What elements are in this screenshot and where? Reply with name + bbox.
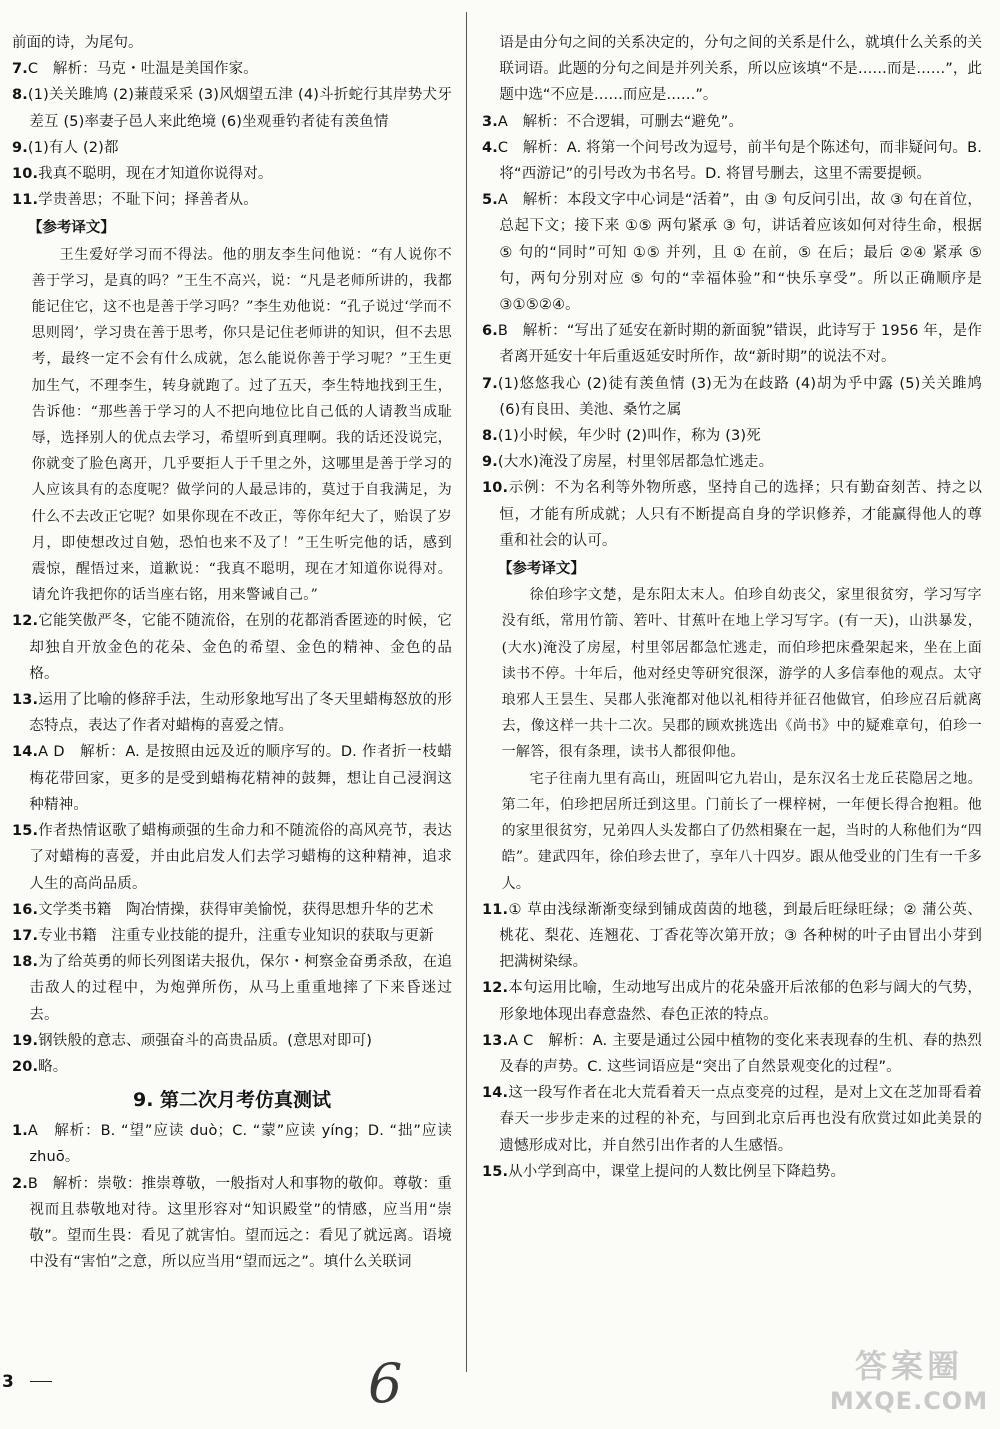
answer-number: 19. <box>12 1032 39 1049</box>
answer-number: 4. <box>482 139 498 156</box>
section-answer-3 <box>482 109 982 135</box>
handwritten-mark: 6 <box>368 1352 403 1415</box>
section-answer-6 <box>482 318 982 370</box>
answer-text: A 解析：不合逻辑，可删去“避免”。 <box>497 113 744 130</box>
reference-translation-paragraph-1: 徐伯珍字文楚，是东阳太末人。伯珍自幼丧父，家里很贫穷，学习写字没有纸，常用竹箭、箬叶、甘蕉叶在地上学习写字。(有一天)，山洪暴发，(大水)淹没了房屋，村里邻居都急忙逃走，而伯珍把床叠架起来，坐在上面读书不停。十年后，他对经史等研究很深，游学的人多信奉他的观点。太守琅邪人王昙生、吴郡人张淹都对他以礼相待并征召他做官，伯珍应召后就离去，像这样一共十二次。吴郡的顾欢挑选出《尚书》中的疑难章句，伯珍一一解答，很有条理，读书人都很仰他。 <box>501 587 982 761</box>
answer-text: 我真不聪明，现在才知道你说得对。 <box>38 166 273 183</box>
answer-number: 12. <box>482 980 509 997</box>
answer-16 <box>12 897 452 923</box>
answer-text: 为了给英勇的师长列图诺夫报仇，保尔・柯察金奋勇杀敌，在追击敌人的过程中，为炮弹所伤，从马上重重地摔了下来昏迷过去。 <box>29 954 452 1023</box>
answer-text: B 解析：崇敬：推崇尊敬，一般指对人和事物的敬仰。尊敬：重视而且恭敬地对待。这里形容对“知识殿堂”的情感，应当用“崇敬”。望而生畏：看见了就害怕。望而远之：看见了就远离。语境中没有“害怕”之意，所以应当用“望而远之”。填什么关联词 <box>27 1175 452 1271</box>
answer-text: A 解析：本段文字中心词是“活着”，由 ③ 句反问引出，故 ③ 句在首位，总起下文；接下来 ①⑤ 两句紧承 ③ 句，讲话着应该如何对待生命，根据 ⑤ 句的“同时”可知 ①⑤ 并列，且 ① 在前，⑤ 在后；最后 ②④ 紧承 ⑤ 句，两句分别对应 ⑤ 句的“幸福体验”和“快乐享受”。所以正确顺序是 ③①⑤②④。 <box>497 192 982 314</box>
section-answer-1 <box>12 1118 452 1170</box>
answer-text: 这一段写作者在北大荒看着天一点点变亮的过程，是对上文在芝加哥看着春天一步步走来的过程的补充，与回到北京后再也没有欣赏过如此美景的遗憾形成对比，并自然引出作者的人生感悟。 <box>499 1085 982 1154</box>
answer-text: 学贵善思；不耻下问；择善者从。 <box>38 192 258 209</box>
section-answer-4 <box>482 135 982 187</box>
answer-number: 6. <box>482 323 498 340</box>
answer-text: 文学类书籍 陶冶情操，获得审美愉悦，获得思想升华的艺术 <box>38 901 434 918</box>
answer-text: ① 草由浅绿渐渐变绿到铺成茵茵的地毯，到最后旺绿旺绿；② 蒲公英、桃花、梨花、连翘花、丁香花等次第开放；③ 各种树的叶子由冒出小芽到把满树染绿。 <box>499 901 982 971</box>
answer-number: 11. <box>482 901 509 918</box>
reference-translation-heading: 【参考译文】 <box>497 561 585 578</box>
answer-2-continued: 语是由分句之间的关系决定的，分句之间的关系是什么，就填什么关系的关联词语。此题的分句之间是并列关系，所以应该填“不是……而是……”，此题中选“不应是……而应是……”。 <box>499 35 982 104</box>
answer-number: 14. <box>12 744 39 761</box>
section-answer-2 <box>12 1171 452 1276</box>
answer-19 <box>12 1028 452 1054</box>
section-answer-7 <box>482 371 982 423</box>
answer-7 <box>12 56 452 82</box>
right-column <box>482 30 982 1185</box>
answer-number: 1. <box>12 1123 28 1140</box>
reference-translation-paragraph-2: 宅子往南九里有高山，班固叫它九岩山，是东汉名士龙丘苌隐居之地。第二年，伯珍把居所迁到这里。门前长了一棵梓树，一年便长得合抱粗。他的家里很贫穷，兄弟四人头发都白了仍然相聚在一起，当时的人称他们为“四皓”。建武四年，徐伯珍去世了，享年八十四岁。跟从他受业的门生有一千多人。 <box>501 770 982 892</box>
answer-number: 14. <box>482 1085 509 1102</box>
answer-number: 18. <box>12 954 39 971</box>
section-title: 9. 第二次月考仿真测试 <box>132 1089 332 1112</box>
answer-text: (1)关关雎鸠 (2)蒹葭采采 (3)风烟望五津 (4)斗折蛇行其岸势犬牙差互 (5)率妻子邑人来此绝境 (6)坐观垂钓者徒有羡鱼情 <box>27 87 452 130</box>
answer-8 <box>12 82 452 134</box>
section-answer-9 <box>482 449 982 475</box>
answer-20 <box>12 1054 452 1080</box>
section-answer-5 <box>482 187 982 318</box>
answer-number: 2. <box>12 1175 28 1192</box>
answer-text: 钢铁般的意志、顽强奋斗的高贵品质。(意思对即可) <box>38 1032 373 1049</box>
answer-14 <box>12 739 452 818</box>
answer-text: 本句运用比喻，生动地写出成片的花朵盛开后浓郁的色彩与阔大的气势，形象地体现出春意盎然、春色正浓的特点。 <box>499 980 982 1023</box>
answer-text: (1)小时候，年少时 (2)叫作，称为 (3)死 <box>497 428 761 445</box>
answer-number: 15. <box>12 823 39 840</box>
answer-text: A D 解析：A. 是按照由远及近的顺序写的。D. 作者折一枝蜡梅花带回家，更多的是受到蜡梅花精神的鼓舞，想让自己浸润这种精神。 <box>29 744 452 813</box>
answer-17 <box>12 923 452 949</box>
answer-number: 13. <box>482 1032 509 1049</box>
page-number-dash <box>30 1381 52 1382</box>
answer-number: 9. <box>482 454 498 471</box>
answer-text: 专业书籍 注重专业技能的提升，注重专业知识的获取与更新 <box>38 927 434 944</box>
answer-18 <box>12 949 452 1028</box>
answer-number: 7. <box>12 61 28 78</box>
answer-text: 作者热情讴歌了蜡梅顽强的生命力和不随流俗的高风亮节，表达了对蜡梅的喜爱，并由此启发人们去学习蜡梅的这种精神，追求人生的高尚品质。 <box>29 823 452 892</box>
answer-number: 10. <box>482 480 509 497</box>
answer-15 <box>12 818 452 897</box>
answer-text: 示例：不为名利等外物所惑，坚持自己的选择；只有勤奋刻苦、持之以恒，才能有所成就；人只有不断提高自身的学识修养，才能赢得他人的尊重和社会的认可。 <box>499 480 982 549</box>
answer-10 <box>12 161 452 187</box>
answer-13 <box>12 687 452 739</box>
answer-number: 8. <box>12 87 28 104</box>
page-number: 3 <box>2 1372 14 1392</box>
answer-text: 运用了比喻的修辞手法，生动形象地写出了冬天里蜡梅怒放的形态特点，表达了作者对蜡梅的喜爱之情。 <box>29 692 452 735</box>
answer-number: 16. <box>12 901 39 918</box>
answer-text: C 解析：马克・吐温是美国作家。 <box>27 61 258 78</box>
watermark-logo <box>828 1346 990 1424</box>
answer-text: (1)悠悠我心 (2)徒有羡鱼情 (3)无为在歧路 (4)胡为乎中露 (5)关关雎鸠 (6)有良田、美池、桑竹之属 <box>497 375 982 418</box>
answer-9 <box>12 135 452 161</box>
answer-number: 13. <box>12 692 39 709</box>
section-answer-12 <box>482 975 982 1027</box>
section-answer-8 <box>482 423 982 449</box>
answer-number: 10. <box>12 166 39 183</box>
answer-text: A C 解析：A. 主要是通过公园中植物的变化来表现春的生机、春的热烈及春的声势。C. 这些词语应是“突出了自然景观变化的过程”。 <box>499 1032 982 1075</box>
section-answer-14 <box>482 1080 982 1159</box>
watermark-top-text: 答案圈 <box>854 1347 963 1385</box>
answer-number: 15. <box>482 1163 509 1180</box>
column-divider <box>466 12 467 1372</box>
answer-text: 从小学到高中，课堂上提问的人数比例呈下降趋势。 <box>508 1163 846 1180</box>
answer-text: A 解析：B. “望”应读 duò；C. “蒙”应读 yíng；D. “拙”应读 zhuō。 <box>27 1123 452 1166</box>
reference-translation-heading: 【参考译文】 <box>27 220 115 237</box>
intro-line: 前面的诗，为尾句。 <box>12 35 143 51</box>
answer-number: 20. <box>12 1058 39 1075</box>
answer-text: (1)有人 (2)都 <box>27 139 119 156</box>
answer-text: (大水)淹没了房屋，村里邻居都急忙逃走。 <box>497 454 774 471</box>
reference-translation: 王生爱好学习而不得法。他的朋友李生问他说：“有人说你不善于学习，是真的吗？”王生不高兴，说：“凡是老师所讲的，我都能记住它，这不也是善于学习吗？”李生劝他说：“孔子说过‘学而不思则罔’，学习贵在善于思考，你只是记住老师讲的知识，但不去思考，最终一定不会有什么成就，怎么能说你善于学习呢？”王生更加生气，不理李生，转身就跑了。过了五天，李生特地找到王生，告诉他：“那些善于学习的人不把向地位比自己低的人请教当成耻辱，选择别人的优点去学习，希望听到真理啊。我的话还没说完，你就变了脸色离开，几乎要拒人于千里之外，这哪里是善于学习的人应该具有的态度呢？做学问的人最忌讳的，莫过于自我满足，为什么不去改正它呢？如果你现在不改正，等你年纪大了，贻误了岁月，即使想改过自勉，恐怕也来不及了！”王生听完他的话，感到震惊，醒悟过来，道歉说：“我真不聪明，现在才知道你说得对。请允许我把你的话当座右铭，用来警诫自己。” <box>31 246 452 604</box>
answer-number: 11. <box>12 192 39 209</box>
section-answer-10 <box>482 475 982 554</box>
answer-number: 5. <box>482 192 498 209</box>
answer-text: 它能笑傲严冬，它能不随流俗，在别的花都消香匿迹的时候，它却独自开放金色的花朵、金色的希望、金色的精神、金色的品格。 <box>29 613 452 682</box>
answer-text: B 解析：“写出了延安在新时期的新面貌”错误，此诗写于 1956 年，是作者离开延安十年后重返延安时所作，故“新时期”的说法不对。 <box>497 323 982 366</box>
section-answer-11 <box>482 897 982 976</box>
answer-text: 略。 <box>38 1058 68 1075</box>
answer-number: 3. <box>482 113 498 130</box>
watermark-bottom-text: MXQE.COM <box>829 1387 989 1415</box>
answer-text: C 解析：A. 将第一个问号改为逗号，前半句是个陈述句，而非疑问句。B. 将“西游记”的引号改为书名号。D. 将冒号删去，这里不需要提顿。 <box>497 139 982 183</box>
answer-number: 12. <box>12 613 39 630</box>
left-column <box>12 30 452 1275</box>
answer-number: 7. <box>482 375 498 392</box>
answer-number: 17. <box>12 927 39 944</box>
answer-number: 9. <box>12 139 28 156</box>
answer-number: 8. <box>482 428 498 445</box>
section-answer-15 <box>482 1159 982 1185</box>
section-answer-13 <box>482 1028 982 1080</box>
answer-11 <box>12 187 452 213</box>
answer-12 <box>12 608 452 687</box>
